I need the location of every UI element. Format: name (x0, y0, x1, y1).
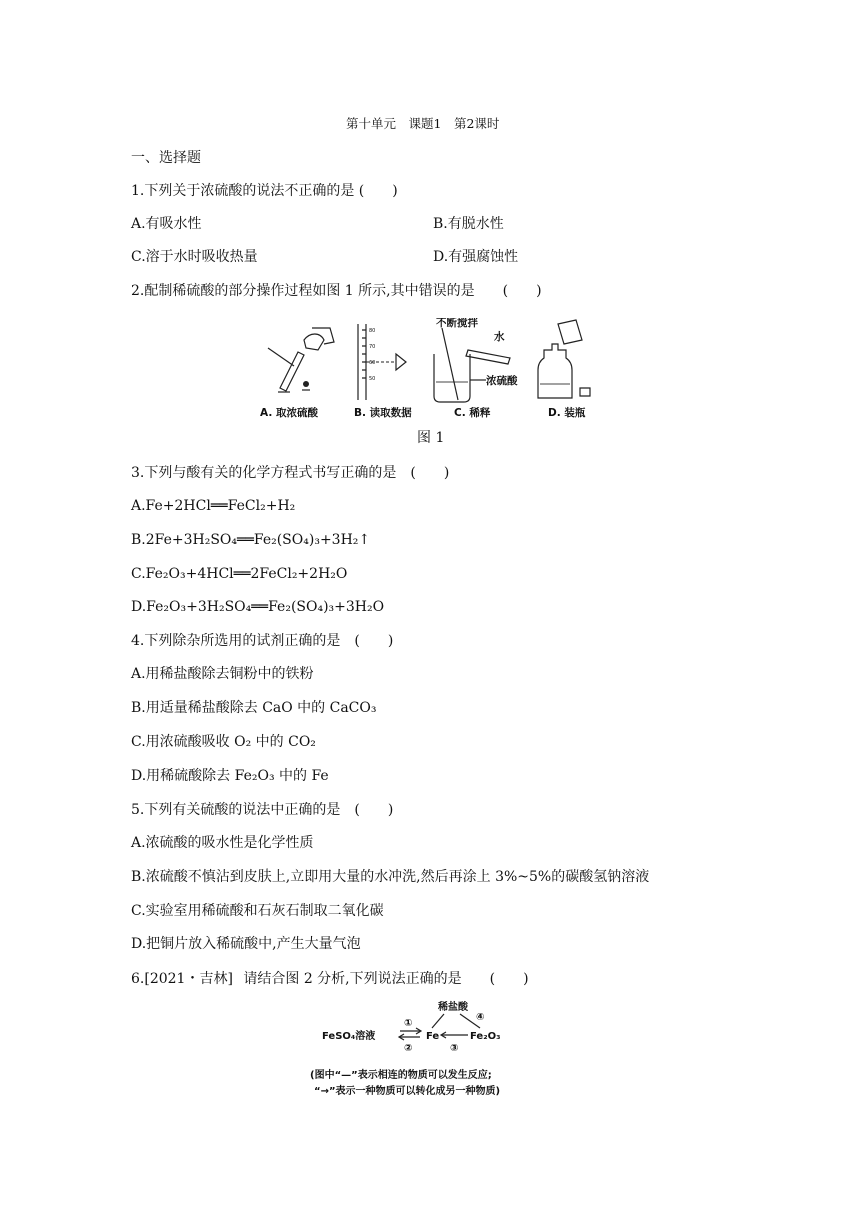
marker-2: ② (404, 1043, 413, 1054)
question-4-option-d: D.用稀硫酸除去 Fe₂O₃ 中的 Fe (131, 768, 329, 784)
question-1-option-b: B.有脱水性 (433, 216, 504, 232)
node-dilute-hcl: 稀盐酸 (438, 1002, 468, 1013)
label-operation-c: C. 稀释 (454, 407, 491, 419)
operation-a-illustration (268, 328, 334, 392)
label-stir-continuously: 不断搅拌 (436, 318, 478, 329)
question-3-option-a: A.Fe+2HCl══FeCl₂+H₂ (131, 498, 296, 514)
legend-note-line-1: (图中“—”表示相连的物质可以发生反应; (310, 1070, 492, 1081)
node-fe2o3: Fe₂O₃ (470, 1031, 501, 1042)
figure-1-lab-operations (258, 318, 598, 420)
label-operation-d: D. 装瓶 (548, 407, 586, 419)
question-1-option-a: A.有吸水性 (131, 216, 202, 232)
question-6-text: 请结合图 2 分析,下列说法正确的是 ( ) (243, 971, 529, 987)
node-fe: Fe (426, 1031, 440, 1042)
marker-3: ③ (450, 1043, 459, 1054)
operation-c-illustration (434, 318, 518, 402)
marker-1: ① (404, 1018, 413, 1029)
label-water: 水 (494, 331, 505, 343)
question-5-option-a: A.浓硫酸的吸水性是化学性质 (131, 835, 314, 851)
question-6-stem (131, 970, 529, 988)
scale-label-60: 60 (369, 360, 376, 366)
question-5-option-c: C.实验室用稀硫酸和石灰石制取二氧化碳 (131, 903, 384, 919)
label-operation-b: B. 读取数据 (354, 407, 412, 419)
question-3-option-c: C.Fe₂O₃+4HCl══2FeCl₂+2H₂O (131, 566, 348, 582)
operation-d-illustration (538, 320, 590, 398)
question-1-stem: 1.下列关于浓硫酸的说法不正确的是 ( ) (131, 183, 398, 199)
label-concentrated-acid: 浓硫酸 (486, 375, 518, 387)
legend-note-line-2: “→”表示一种物质可以转化成另一种物质) (314, 1086, 501, 1097)
question-4-option-a: A.用稀盐酸除去铜粉中的铁粉 (131, 666, 314, 682)
question-5-option-d: D.把铜片放入稀硫酸中,产生大量气泡 (131, 936, 361, 952)
question-3-stem: 3.下列与酸有关的化学方程式书写正确的是 ( ) (131, 465, 450, 481)
question-3-option-b: B.2Fe+3H₂SO₄══Fe₂(SO₄)₃+3H₂↑ (131, 532, 371, 548)
question-3-option-d: D.Fe₂O₃+3H₂SO₄══Fe₂(SO₄)₃+3H₂O (131, 599, 385, 615)
question-2-stem: 2.配制稀硫酸的部分操作过程如图 1 所示,其中错误的是 ( ) (131, 283, 542, 299)
question-4-option-b: B.用适量稀盐酸除去 CaO 中的 CaCO₃ (131, 700, 377, 716)
question-1-option-d: D.有强腐蚀性 (433, 249, 519, 265)
node-feso4-solution: FeSO₄溶液 (322, 1031, 376, 1042)
question-1-option-c: C.溶于水时吸收热量 (131, 249, 258, 265)
scale-label-50: 50 (369, 376, 376, 382)
figure-1-caption: 图 1 (417, 430, 445, 446)
operation-b-illustration (358, 324, 406, 400)
label-operation-a: A. 取浓硫酸 (260, 407, 318, 419)
question-6-source-tag: 6.[2021・吉林] (131, 971, 233, 987)
scale-label-80: 80 (369, 328, 376, 334)
scale-label-70: 70 (369, 344, 376, 350)
question-5-option-b: B.浓硫酸不慎沾到皮肤上,立即用大量的水冲洗,然后再涂上 3%~5%的碳酸氢钠溶液 (131, 869, 650, 885)
section-heading: 一、选择题 (131, 150, 201, 166)
marker-4: ④ (476, 1012, 485, 1023)
question-5-stem: 5.下列有关硫酸的说法中正确的是 ( ) (131, 802, 394, 818)
question-4-option-c: C.用浓硫酸吸收 O₂ 中的 CO₂ (131, 734, 316, 750)
page-title: 第十单元 课题1 第2课时 (346, 116, 500, 131)
question-4-stem: 4.下列除杂所选用的试剂正确的是 ( ) (131, 633, 394, 649)
figure-2-reaction-diagram (300, 998, 570, 1100)
